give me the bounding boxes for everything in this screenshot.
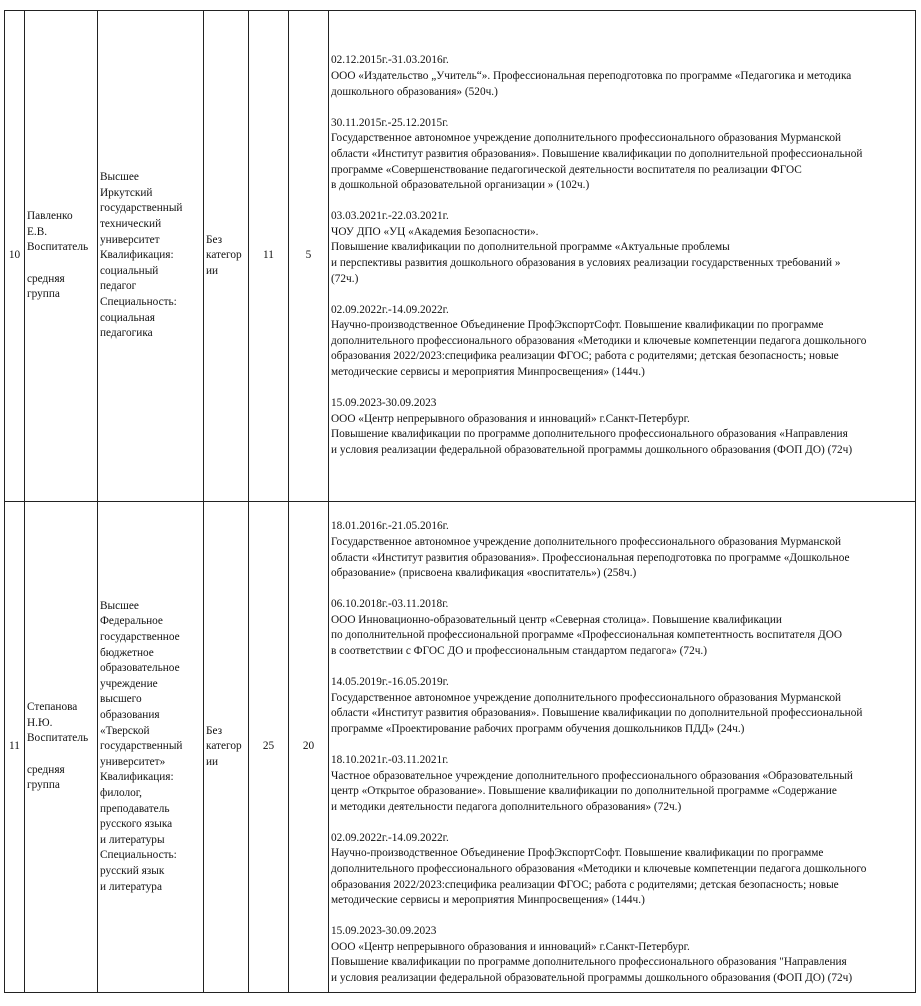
text-line: университет» — [100, 755, 166, 768]
text-line: средняя — [27, 763, 65, 776]
employee-name — [27, 700, 95, 794]
course-dates: 02.12.2015г.-31.03.2016г. — [331, 54, 449, 67]
text-line: Е.В. — [27, 225, 48, 238]
text-line: государственный — [100, 202, 183, 215]
teaching-experience: 20 — [289, 502, 329, 993]
course-dates: 02.09.2022г.-14.09.2022г. — [331, 831, 449, 844]
course-text: Частное образовательное учреждение дополнительного профессионального образования «Образовательный — [331, 769, 853, 782]
education-text — [100, 170, 201, 342]
course-text: области «Институт развития образования». Профессиональная переподготовка по программе «Дошкольное — [331, 551, 850, 564]
staff-table — [4, 10, 916, 993]
course-text: ЧОУ ДПО «УЦ «Академия Безопасности». — [331, 225, 539, 238]
table-row — [5, 502, 916, 993]
course-entry — [331, 209, 913, 287]
text-line: ии — [206, 755, 219, 768]
text-line: Без — [206, 724, 223, 737]
course-text: центр «Открытое образование». Повышение квалификации по дополнительной программе «Содержание — [331, 785, 837, 798]
course-dates: 15.09.2023-30.09.2023 — [331, 925, 437, 938]
course-text: программе «Совершенствование педагогической деятельности воспитателя по реализации ФГОС — [331, 163, 802, 176]
course-text: Государственное автономное учреждение дополнительного профессионального образования Мурманской — [331, 691, 842, 704]
text-line: Высшее — [100, 171, 139, 184]
course-entry — [331, 831, 913, 909]
course-text: области «Институт развития образования». Повышение квалификации по дополнительной профессиональной — [331, 147, 863, 160]
course-text: ООО «Издательство „Учитель“». Профессиональная переподготовка по программе «Педагогика и методика — [331, 70, 852, 83]
text-line: преподаватель — [100, 802, 170, 815]
text-line: Федеральное — [100, 615, 163, 628]
employee-name — [27, 209, 95, 303]
text-line: Квалификация: — [100, 771, 174, 784]
text-line: Воспитатель — [27, 732, 89, 745]
text-line: социальный — [100, 264, 159, 277]
course-text: методические сервисы и мероприятия Минпросвещения» (144ч.) — [331, 366, 645, 379]
course-text: Государственное автономное учреждение дополнительного профессионального образования Мурманской — [331, 132, 842, 145]
text-line: образования — [100, 709, 160, 722]
course-text: и методики деятельности педагога дополнительного образования» (72ч.) — [331, 800, 682, 813]
text-line: средняя — [27, 272, 65, 285]
text-line: и литературы — [100, 833, 165, 846]
text-line: категор — [206, 740, 242, 753]
text-line: высшего — [100, 693, 142, 706]
total-experience: 11 — [249, 11, 289, 502]
course-text: методические сервисы и мероприятия Минпросвещения» (144ч.) — [331, 894, 645, 907]
courses-cell — [329, 11, 916, 502]
category-text — [206, 233, 246, 280]
text-line: педагогика — [100, 327, 153, 340]
text-line: Степанова — [27, 701, 78, 714]
category-cell — [204, 11, 249, 502]
text-line: Н.Ю. — [27, 716, 53, 729]
course-dates: 06.10.2018г.-03.11.2018г. — [331, 598, 449, 611]
course-text: дополнительного профессионального образования «Методики и ключевые компетенции педагога дошкольного — [331, 863, 867, 876]
row-number: 11 — [5, 502, 25, 993]
text-line: государственный — [100, 740, 183, 753]
text-line: «Тверской — [100, 724, 150, 737]
course-text: и условия реализации федеральной образовательной программы дошкольного образования (ФОП ДО) (72ч) — [331, 972, 853, 985]
text-line: ии — [206, 264, 219, 277]
text-line: педагог — [100, 280, 137, 293]
course-text: Повышение квалификации по программе дополнительного профессионального образования «Направления — [331, 428, 848, 441]
text-line: категор — [206, 249, 242, 262]
row-number: 10 — [5, 11, 25, 502]
text-line: учреждение — [100, 677, 158, 690]
course-dates: 18.01.2016г.-21.05.2016г. — [331, 520, 449, 533]
course-entry — [331, 519, 913, 581]
text-line — [27, 256, 95, 272]
course-text: (72ч.) — [331, 272, 359, 285]
text-line: Специальность: — [100, 295, 177, 308]
course-entry — [331, 675, 913, 737]
text-line: филолог, — [100, 786, 142, 799]
courses-cell — [329, 502, 916, 993]
text-line: социальная — [100, 311, 155, 324]
employee-name-cell — [25, 11, 98, 502]
category-cell — [204, 502, 249, 993]
employee-name-cell — [25, 502, 98, 993]
category-text — [206, 724, 246, 771]
text-line: русский язык — [100, 864, 165, 877]
course-entry — [331, 303, 913, 381]
text-line: бюджетное — [100, 646, 154, 659]
course-text: по дополнительной профессиональной программе «Профессиональная компетентность воспитателя ДОО — [331, 629, 843, 642]
course-text: в соответствии с ФГОС ДО и профессиональным стандартом педагога» (72ч.) — [331, 644, 708, 657]
course-text: дополнительного профессионального образования «Методики и ключевые компетенции педагога дошкольного — [331, 334, 867, 347]
course-text: Научно-производственное Объединение ПрофЭкспортСофт. Повышение квалификации по программе — [331, 847, 824, 860]
course-text: и перспективы развития дошкольного образования в условиях реализации государственных требований » — [331, 257, 841, 269]
text-line — [27, 747, 95, 763]
text-line: Воспитатель — [27, 241, 89, 254]
course-entry — [331, 924, 913, 986]
text-line: и литература — [100, 880, 162, 893]
course-entry — [331, 753, 913, 815]
text-line: Квалификация: — [100, 249, 174, 262]
course-text: Научно-производственное Объединение ПрофЭкспортСофт. Повышение квалификации по программе — [331, 319, 824, 332]
text-line: университет — [100, 233, 160, 246]
text-line: Высшее — [100, 599, 139, 612]
text-line: государственное — [100, 631, 180, 644]
text-line: Павленко — [27, 210, 73, 223]
teaching-experience: 5 — [289, 11, 329, 502]
text-line: Без — [206, 233, 223, 246]
text-line: технический — [100, 218, 162, 231]
course-dates: 02.09.2022г.-14.09.2022г. — [331, 303, 449, 316]
course-text: дошкольного образования» (520ч.) — [331, 85, 498, 98]
text-line: Иркутский — [100, 186, 153, 199]
course-text: Повышение квалификации по дополнительной программе «Актуальные проблемы — [331, 241, 730, 254]
course-entry — [331, 396, 913, 458]
text-line: группа — [27, 779, 60, 792]
course-text: образование» (присвоена квалификация «воспитатель») (258ч.) — [331, 567, 637, 580]
text-line: группа — [27, 288, 60, 301]
table-row — [5, 11, 916, 502]
education-text — [100, 599, 201, 895]
education-cell — [98, 502, 204, 993]
total-experience: 25 — [249, 502, 289, 993]
course-text: области «Институт развития образования». Повышение квалификации по дополнительной профессиональной — [331, 707, 863, 720]
course-entry — [331, 53, 913, 100]
course-text: программе «Проектирование рабочих программ обучения дошкольников ПДД» (24ч.) — [331, 722, 745, 735]
text-line: русского языка — [100, 818, 173, 831]
course-dates: 15.09.2023-30.09.2023 — [331, 397, 437, 410]
course-text: в дошкольной образовательной организации » (102ч.) — [331, 179, 590, 192]
course-dates: 18.10.2021г.-03.11.2021г. — [331, 753, 449, 766]
course-text: Государственное автономное учреждение дополнительного профессионального образования Мурманской — [331, 535, 842, 548]
text-line: образовательное — [100, 662, 180, 675]
course-text: и условия реализации федеральной образовательной программы дошкольного образования (ФОП ДО) (72ч) — [331, 443, 853, 456]
course-text: образования 2022/2023:специфика реализации ФГОС; работа с родителями; детская безопасность; новые — [331, 878, 839, 891]
course-text: ООО Инновационно-образовательный центр «Северная столица». Повышение квалификации — [331, 613, 782, 626]
course-dates: 30.11.2015г.-25.12.2015г. — [331, 116, 449, 129]
course-dates: 03.03.2021г.-22.03.2021г. — [331, 210, 449, 223]
course-dates: 14.05.2019г.-16.05.2019г. — [331, 676, 449, 689]
course-text: ООО «Центр непрерывного образования и инноваций» г.Санкт-Петербург. — [331, 412, 690, 425]
course-entry — [331, 116, 913, 194]
education-cell — [98, 11, 204, 502]
course-text: ООО «Центр непрерывного образования и инноваций» г.Санкт-Петербург. — [331, 940, 690, 953]
course-entry — [331, 597, 913, 659]
text-line: Специальность: — [100, 849, 177, 862]
course-text: образования 2022/2023:специфика реализации ФГОС; работа с родителями; детская безопасность; новые — [331, 350, 839, 363]
course-text: Повышение квалификации по программе дополнительного профессионального образования "Направления — [331, 956, 847, 969]
